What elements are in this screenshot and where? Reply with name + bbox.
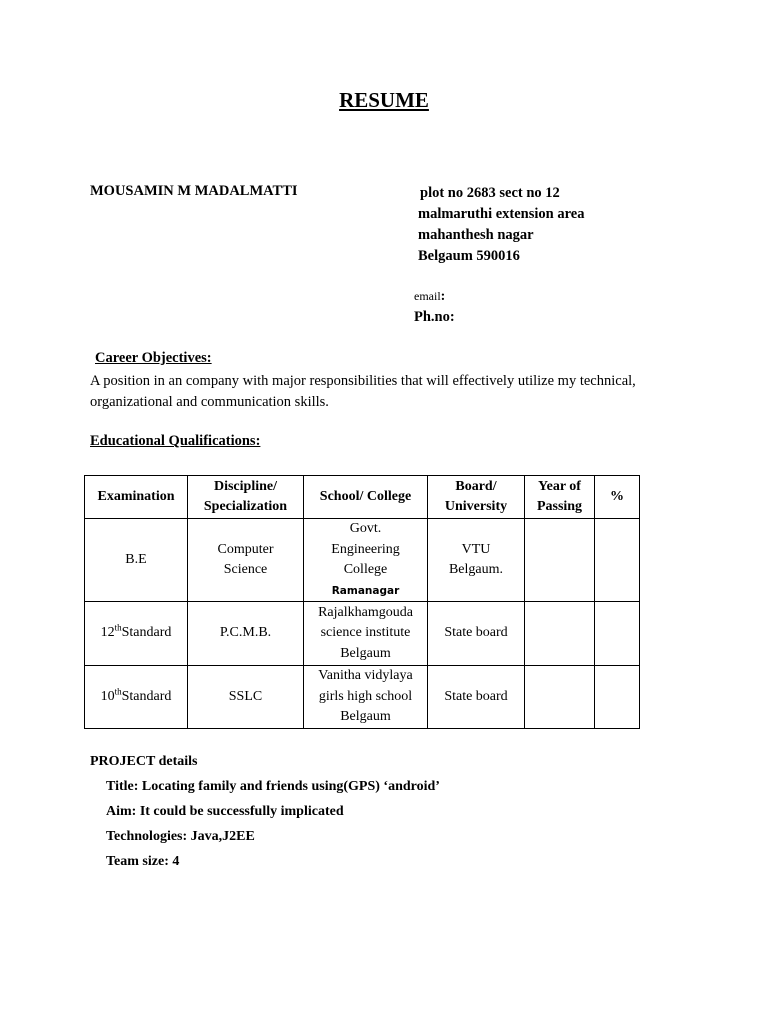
- project-technologies: Technologies: Java,J2EE: [106, 829, 255, 844]
- cell-discipline: SSLC: [188, 666, 304, 729]
- phone-label: Ph.no:: [414, 309, 455, 325]
- table-header-row: [85, 476, 640, 519]
- cell-board: State board: [428, 602, 525, 666]
- table-row: [85, 519, 640, 602]
- address-line-1: plot no 2683 sect no 12: [420, 185, 560, 201]
- col-header-percent: %: [595, 476, 640, 519]
- col-header-school: School/ College: [304, 476, 428, 519]
- col-header-board: Board/ University: [428, 476, 525, 519]
- career-objectives-text: A position in an company with major responsibilities that will effectively utilize my technical, organizational and communication skills.: [90, 373, 636, 410]
- cell-percent: [595, 602, 640, 666]
- table-row: [85, 666, 640, 729]
- address-line-2: malmaruthi extension area: [418, 206, 585, 222]
- address-block: [418, 183, 584, 267]
- project-team-size: Team size: 4: [106, 854, 180, 869]
- cell-board: VTU Belgaum.: [428, 519, 525, 602]
- cell-school: Govt. Engineering College Ramanagar: [304, 519, 428, 602]
- candidate-name: MOUSAMIN M MADALMATTI: [90, 183, 298, 199]
- cell-percent: [595, 666, 640, 729]
- address-line-3: mahanthesh nagar: [418, 227, 534, 243]
- cell-discipline: P.C.M.B.: [188, 602, 304, 666]
- cell-percent: [595, 519, 640, 602]
- email-colon: :: [440, 289, 446, 304]
- cell-exam: 12thStandard: [85, 602, 188, 666]
- cell-year: [525, 666, 595, 729]
- email-field: [414, 289, 445, 305]
- address-line-4: Belgaum 590016: [418, 248, 520, 264]
- col-header-discipline: Discipline/ Specialization: [188, 476, 304, 519]
- resume-title: RESUME: [339, 88, 429, 112]
- table-row: [85, 602, 640, 666]
- career-objectives-heading: Career Objectives:: [95, 350, 212, 366]
- cell-year: [525, 602, 595, 666]
- cell-school: Rajalkhamgouda science institute Belgaum: [304, 602, 428, 666]
- project-aim: Aim: It could be successfully implicated: [106, 804, 344, 819]
- education-heading: Educational Qualifications:: [90, 433, 261, 449]
- cell-school: Vanitha vidylaya girls high school Belgaum: [304, 666, 428, 729]
- cell-board: State board: [428, 666, 525, 729]
- education-table: [84, 475, 640, 729]
- col-header-examination: Examination: [85, 476, 188, 519]
- cell-discipline: Computer Science: [188, 519, 304, 602]
- email-label: email: [414, 289, 441, 303]
- col-header-year: Year of Passing: [525, 476, 595, 519]
- cell-school-location: Ramanagar: [331, 584, 400, 597]
- cell-exam: B.E: [85, 519, 188, 602]
- project-heading: PROJECT details: [90, 754, 198, 769]
- cell-year: [525, 519, 595, 602]
- project-title: Title: Locating family and friends using(GPS) ‘android’: [106, 779, 440, 794]
- cell-exam: 10thStandard: [85, 666, 188, 729]
